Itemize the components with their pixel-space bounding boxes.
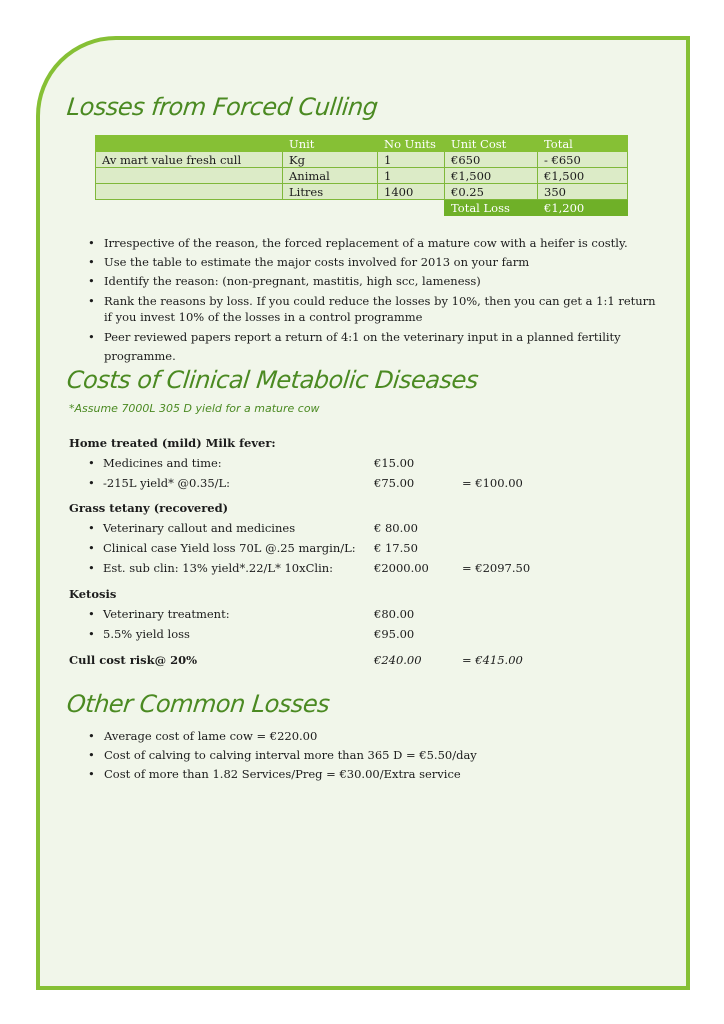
table-cell: €0.25	[445, 184, 538, 200]
table-cell: Animal	[283, 168, 378, 184]
table-header-row	[96, 136, 628, 152]
cost-line	[86, 456, 646, 472]
cost-line-cost: €75.00	[374, 476, 415, 490]
forced-culling-table	[95, 135, 628, 216]
table-cell: €1,500	[445, 168, 538, 184]
table-cell-empty	[378, 200, 445, 216]
cost-line-cost: €80.00	[374, 607, 415, 621]
table-row	[96, 184, 628, 200]
total-loss-value: €1,200	[538, 200, 628, 216]
table-cell-empty	[96, 200, 283, 216]
cost-line-label: Veterinary callout and medicines	[103, 521, 296, 535]
list-item: • Cost of calving to calving interval more than 365 D = €5.50/day	[86, 746, 656, 765]
group-heading-ketosis: Ketosis	[69, 587, 117, 601]
list-item: • Peer reviewed papers report a return of 4:1 on the veterinary input in a planned fertility programme.	[86, 328, 656, 366]
table-total-row	[96, 200, 628, 216]
cost-line-label: -215L yield* @0.35/L:	[103, 476, 231, 490]
cost-line-label: Est. sub clin: 13% yield*.22/L* 10xClin:	[103, 561, 334, 575]
table-cell	[96, 184, 283, 200]
cost-line	[86, 541, 646, 557]
total-loss-label: Total Loss	[445, 200, 538, 216]
section-title-forced-culling: Losses from Forced Culling	[65, 93, 380, 121]
bullet-glyph: •	[88, 627, 95, 641]
bullet-glyph: •	[88, 476, 95, 490]
section-title-other-losses: Other Common Losses	[65, 690, 331, 718]
group-heading-grass-tetany: Grass tetany (recovered)	[69, 501, 229, 515]
list-item: • Use the table to estimate the major costs involved for 2013 on your farm	[86, 253, 656, 272]
table-cell: €1,500	[538, 168, 628, 184]
bullet-glyph: •	[88, 456, 95, 470]
table-cell: - €650	[538, 152, 628, 168]
header-cell-unit: Unit	[283, 136, 378, 152]
table-cell	[96, 168, 283, 184]
table-cell-empty	[283, 200, 378, 216]
table-cell: 1400	[378, 184, 445, 200]
header-cell-unit-cost: Unit Cost	[445, 136, 538, 152]
header-cell-no-units: No Units	[378, 136, 445, 152]
yield-assumption-note: *Assume 7000L 305 D yield for a mature cow	[69, 402, 320, 415]
cost-line	[86, 607, 646, 623]
table-cell: €650	[445, 152, 538, 168]
cost-line-cost: €95.00	[374, 627, 415, 641]
table-cell: 1	[378, 152, 445, 168]
bullet-glyph: •	[88, 541, 95, 555]
list-item: • Average cost of lame cow = €220.00	[86, 727, 656, 746]
table-cell: 350	[538, 184, 628, 200]
cull-cost-label: Cull cost risk@ 20%	[69, 653, 198, 667]
cost-line-label: Veterinary treatment:	[103, 607, 230, 621]
cost-line-total: = €100.00	[462, 476, 523, 490]
cost-line	[86, 561, 646, 577]
bullet-glyph: •	[88, 561, 95, 575]
bullet-glyph: •	[88, 521, 95, 535]
cost-line-label: 5.5% yield loss	[103, 627, 190, 641]
list-item: • Rank the reasons by loss. If you could reduce the losses by 10%, then you can get a 1:1 return if you invest 10% of the losses in a control programme	[86, 293, 656, 325]
cost-line	[86, 627, 646, 643]
header-cell-total: Total	[538, 136, 628, 152]
cost-line	[86, 476, 646, 492]
cull-cost-risk-line	[69, 653, 629, 669]
group-heading-milk-fever: Home treated (mild) Milk fever:	[69, 436, 276, 450]
table-cell: Kg	[283, 152, 378, 168]
other-losses-bullets	[86, 727, 656, 784]
list-item: • Identify the reason: (non-pregnant, mastitis, high scc, lameness)	[86, 272, 656, 291]
section-title-metabolic-diseases: Costs of Clinical Metabolic Diseases	[65, 366, 480, 394]
cost-line-total: = €2097.50	[462, 561, 531, 575]
cost-line-label: Medicines and time:	[103, 456, 222, 470]
list-item: • Cost of more than 1.82 Services/Preg = €30.00/Extra service	[86, 765, 656, 784]
table-cell: 1	[378, 168, 445, 184]
bullet-glyph: •	[88, 607, 95, 621]
cull-cost-value: €240.00	[374, 653, 422, 667]
table-cell: Litres	[283, 184, 378, 200]
list-item: • Irrespective of the reason, the forced replacement of a mature cow with a heifer is costly.	[86, 234, 656, 253]
cost-line-cost: € 17.50	[374, 541, 418, 555]
cost-line-cost: €15.00	[374, 456, 415, 470]
cost-line	[86, 521, 646, 537]
table-row	[96, 168, 628, 184]
cost-line-label: Clinical case Yield loss 70L @.25 margin/L:	[103, 541, 356, 555]
table-cell: Av mart value fresh cull	[96, 152, 283, 168]
table-row	[96, 152, 628, 168]
forced-culling-bullets	[86, 234, 656, 366]
cost-line-cost: € 80.00	[374, 521, 418, 535]
cost-line-cost: €2000.00	[374, 561, 429, 575]
cull-cost-total: = €415.00	[462, 653, 523, 667]
header-cell	[96, 136, 283, 152]
